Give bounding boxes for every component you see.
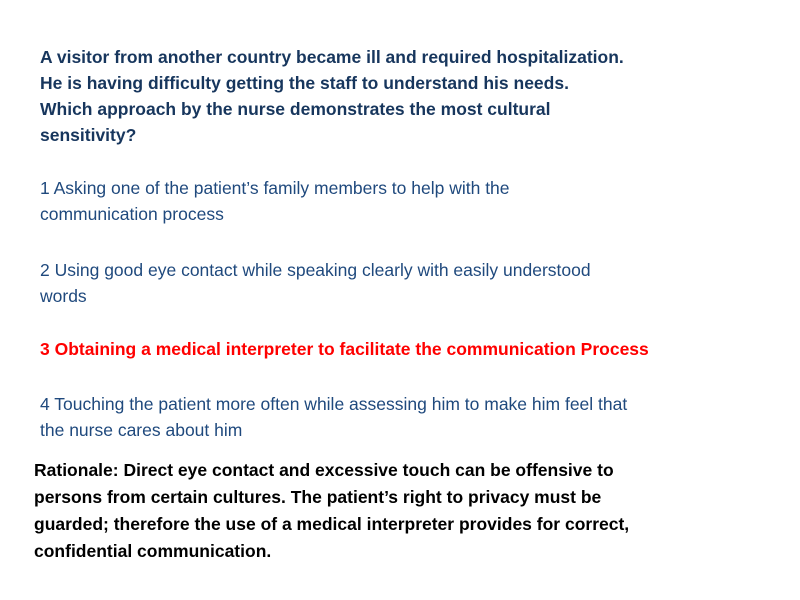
- rationale-line: confidential communication.: [34, 541, 272, 561]
- answer-option-4: [40, 391, 770, 443]
- rationale-line: guarded; therefore the use of a medical interpreter provides for correct,: [34, 514, 630, 534]
- option-line: the nurse cares about him: [40, 420, 243, 440]
- option-line: 3 Obtaining a medical interpreter to facilitate the communication Process: [40, 339, 649, 359]
- question-line: He is having difficulty getting the staff to understand his needs.: [40, 73, 569, 93]
- option-line: 1 Asking one of the patient’s family members to help with the: [40, 178, 510, 198]
- option-line: 4 Touching the patient more often while assessing him to make him feel that: [40, 394, 628, 414]
- question-text: [40, 44, 760, 148]
- answer-option-2: [40, 257, 770, 309]
- rationale-line: Rationale: Direct eye contact and excessive touch can be offensive to: [34, 460, 614, 480]
- option-line: words: [40, 286, 87, 306]
- option-line: 2 Using good eye contact while speaking clearly with easily understood: [40, 260, 591, 280]
- question-line: A visitor from another country became ill and required hospitalization.: [40, 47, 624, 67]
- rationale-text: [34, 457, 774, 565]
- option-line: communication process: [40, 204, 224, 224]
- answer-option-1: [40, 175, 770, 227]
- question-line: sensitivity?: [40, 125, 137, 145]
- question-line: Which approach by the nurse demonstrates the most cultural: [40, 99, 551, 119]
- rationale-line: persons from certain cultures. The patient’s right to privacy must be: [34, 487, 602, 507]
- answer-option-3-correct: [40, 336, 770, 362]
